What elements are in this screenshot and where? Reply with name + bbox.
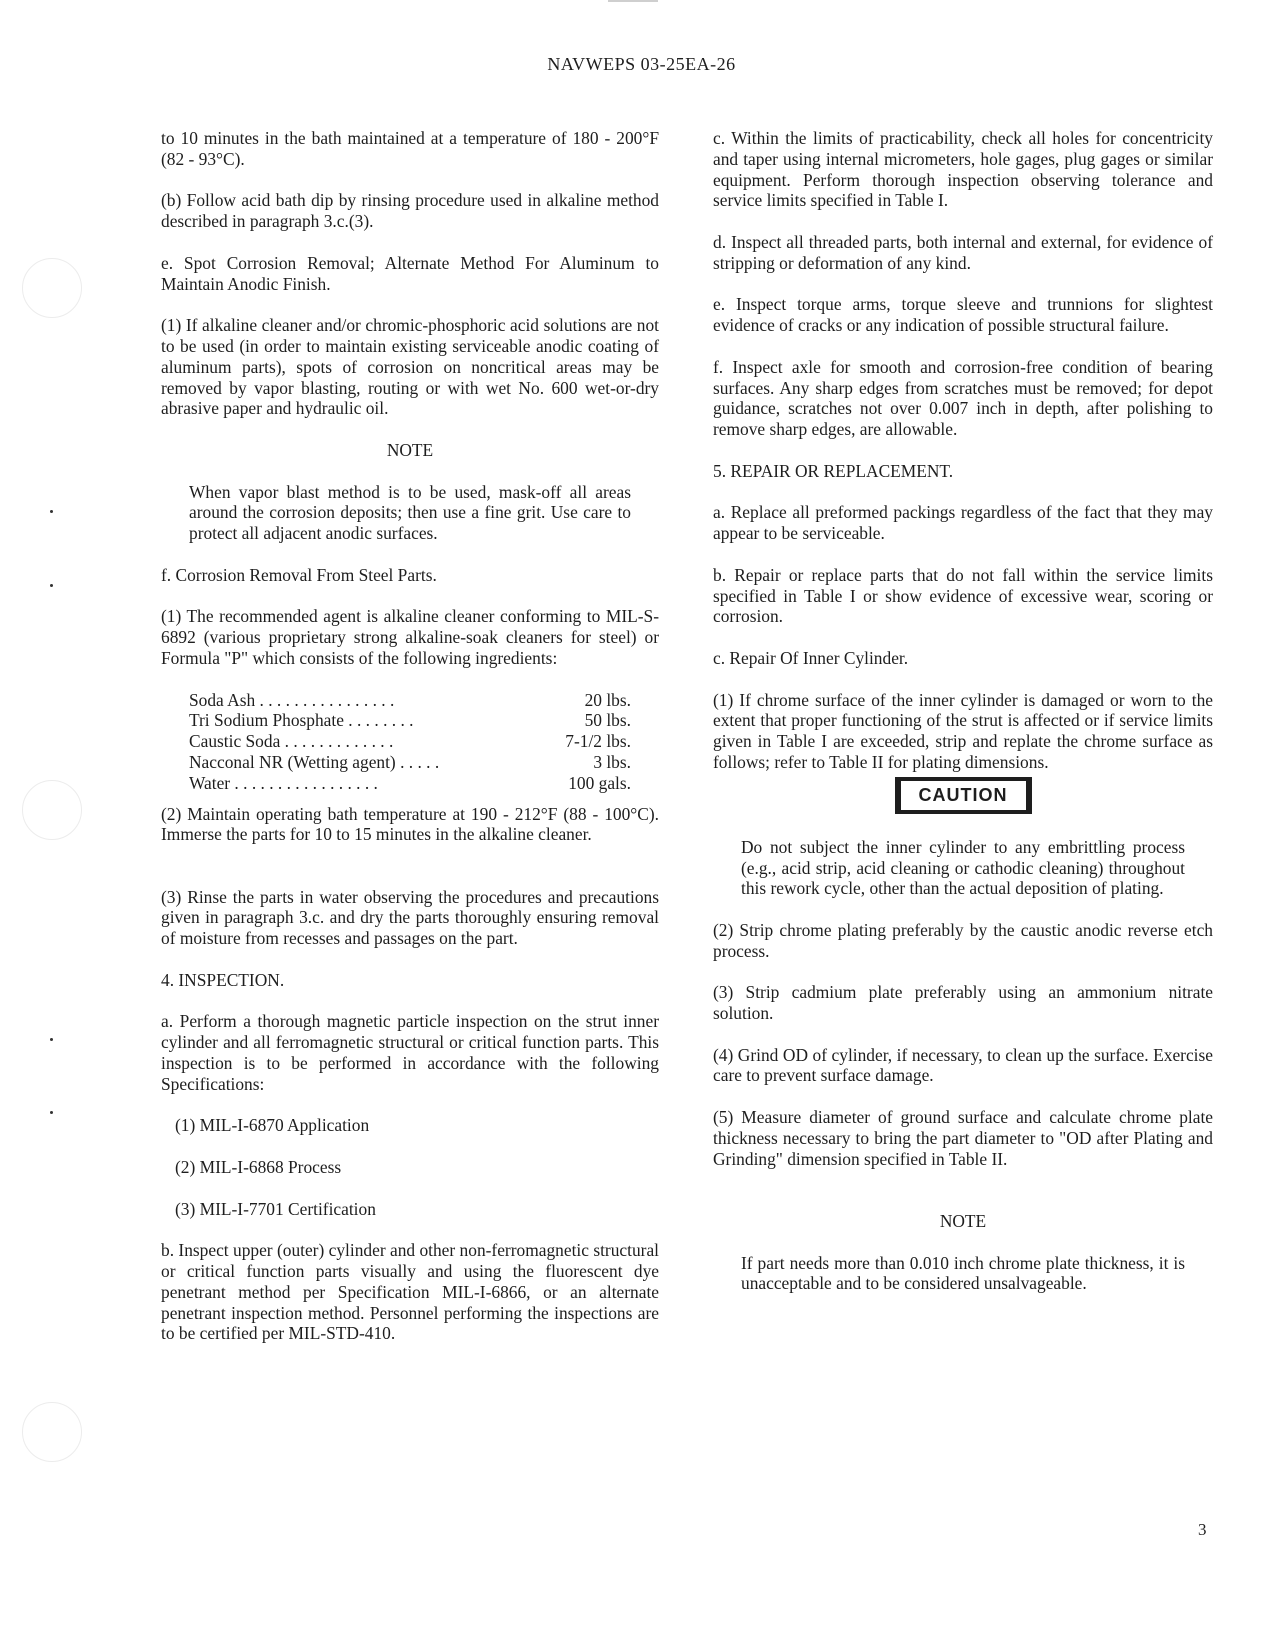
paragraph: to 10 minutes in the bath maintained at a temperature of 180 - 200°F (82 - 93°C). xyxy=(161,128,659,169)
ingredient-amount: 7-1/2 lbs. xyxy=(565,731,631,752)
paragraph: (1) If chrome surface of the inner cylinder is damaged or worn to the extent that proper functioning of the strut is affected or if service limits given in Table I are exceeded, strip and replate the chrome surface as follows; refer to Table II for plating dimensions. xyxy=(713,689,1213,772)
table-row xyxy=(189,773,631,794)
spec-item: (1) MIL-I-6870 Application xyxy=(175,1115,370,1136)
paragraph: e. Inspect torque arms, torque sleeve and trunnions for slightest evidence of cracks or any indication of possible structural failure. xyxy=(713,294,1213,336)
paragraph: b. Inspect upper (outer) cylinder and other non-ferromagnetic structural or critical function parts visually and using the fluorescent dye penetrant method per Specification MIL-I-6866, or an alternate penetrant inspection method. Personnel performing the inspections are to be certified per MIL-STD-410. xyxy=(161,1240,659,1344)
ingredient-name: Tri Sodium Phosphate . . . . . . . . xyxy=(189,710,414,731)
note-text: When vapor blast method is to be used, mask-off all areas around the corrosion deposits; then use a fine grit. Use care to protect all adjacent anodic surfaces. xyxy=(189,481,631,544)
paragraph: (4) Grind OD of cylinder, if necessary, to clean up the surface. Exercise care to prevent surface damage. xyxy=(713,1044,1213,1086)
table-row xyxy=(189,731,631,752)
punch-hole-middle xyxy=(22,780,82,840)
ingredient-amount: 100 gals. xyxy=(568,772,631,793)
page-number: 3 xyxy=(1198,1520,1207,1539)
page-header: NAVWEPS 03-25EA-26 xyxy=(547,54,736,74)
caution-text: Do not subject the inner cylinder to any embrittling process (e.g., acid strip, acid cleaning or cathodic cleaning) throughout this rework cycle, other than the actual deposition of plating. xyxy=(741,836,1185,899)
caution-badge-wrap xyxy=(713,777,1213,829)
scan-dot xyxy=(50,1038,53,1041)
ingredient-name: Soda Ash . . . . . . . . . . . . . . . . xyxy=(189,689,395,710)
paragraph: a. Perform a thorough magnetic particle inspection on the strut inner cylinder and all ferromagnetic structural or critical function parts. This inspection is to be performed in accordance with the following Specifications: xyxy=(161,1011,659,1094)
paragraph: (1) The recommended agent is alkaline cleaner conforming to MIL-S-6892 (various proprietary strong alkaline-soak cleaners for steel) or Formula "P" which consists of the following ingredients: xyxy=(161,606,659,668)
ingredient-name: Nacconal NR (Wetting agent) . . . . . xyxy=(189,751,440,772)
punch-hole-bottom xyxy=(22,1402,82,1462)
paragraph: (1) If alkaline cleaner and/or chromic-phosphoric acid solutions are not to be used (in order to maintain existing serviceable anodic coating of aluminum parts), spots of corrosion on noncritical areas may be removed by vapor blasting, routing or with wet No. 600 wet-or-dry abrasive paper and hydraulic oil. xyxy=(161,315,659,419)
scan-dot xyxy=(50,584,53,587)
ingredient-name: Water . . . . . . . . . . . . . . . . . xyxy=(189,772,378,793)
ingredient-amount: 20 lbs. xyxy=(584,689,631,710)
note-text: If part needs more than 0.010 inch chrome plate thickness, it is unacceptable and to be considered unsalvageable. xyxy=(741,1252,1185,1294)
paragraph: (3) Rinse the parts in water observing the procedures and precautions given in paragraph 3.c. and dry the parts thoroughly ensuring removal of moisture from recesses and passages on the part. xyxy=(161,886,659,949)
paragraph: (5) Measure diameter of ground surface and calculate chrome plate thickness necessary to bring the part diameter to "OD after Plating and Grinding" dimension specified in Table II. xyxy=(713,1107,1213,1169)
ingredient-amount: 3 lbs. xyxy=(593,751,631,772)
section-heading: f. Corrosion Removal From Steel Parts. xyxy=(161,564,437,585)
note-heading: NOTE xyxy=(939,1211,987,1232)
table-row xyxy=(189,710,631,731)
caution-badge: CAUTION xyxy=(895,777,1032,814)
paragraph: b. Repair or replace parts that do not fall within the service limits specified in Table I or show evidence of excessive wear, scoring or corrosion. xyxy=(713,564,1213,627)
note-heading: NOTE xyxy=(386,439,434,460)
paragraph: c. Within the limits of practicability, check all holes for concentricity and taper using internal micrometers, hole gages, plug gages or similar equipment. Perform thorough inspection observing tolerance and service limits specified in Table I. xyxy=(713,128,1213,211)
paragraph: (2) Maintain operating bath temperature at 190 - 212°F (88 - 100°C). Immerse the parts for 10 to 15 minutes in the alkaline cleaner. xyxy=(161,803,659,845)
paragraph: (b) Follow acid bath dip by rinsing procedure used in alkaline method described in paragraph 3.c.(3). xyxy=(161,190,659,232)
table-row xyxy=(189,752,631,773)
table-row xyxy=(189,690,631,711)
ingredients-table xyxy=(189,690,631,794)
paragraph: a. Replace all preformed packings regardless of the fact that they may appear to be serviceable. xyxy=(713,502,1213,544)
ingredient-name: Caustic Soda . . . . . . . . . . . . . xyxy=(189,731,394,752)
section-heading: 5. REPAIR OR REPLACEMENT. xyxy=(713,460,954,481)
scan-dot xyxy=(50,510,53,513)
spec-item: (2) MIL-I-6868 Process xyxy=(175,1157,342,1178)
section-heading: e. Spot Corrosion Removal; Alternate Method For Aluminum to Maintain Anodic Finish. xyxy=(161,252,659,294)
punch-hole-top xyxy=(22,258,82,318)
section-heading: 4. INSPECTION. xyxy=(161,969,285,990)
spec-item: (3) MIL-I-7701 Certification xyxy=(175,1198,376,1219)
right-column xyxy=(713,128,1213,1294)
section-heading: c. Repair Of Inner Cylinder. xyxy=(713,647,909,668)
paragraph: d. Inspect all threaded parts, both internal and external, for evidence of stripping or deformation of any kind. xyxy=(713,231,1213,273)
paragraph: (3) Strip cadmium plate preferably using an ammonium nitrate solution. xyxy=(713,982,1213,1024)
left-column xyxy=(161,128,659,1344)
scan-mark xyxy=(608,0,658,2)
ingredient-amount: 50 lbs. xyxy=(584,710,631,731)
scan-dot xyxy=(50,1111,53,1114)
paragraph: (2) Strip chrome plating preferably by the caustic anodic reverse etch process. xyxy=(713,919,1213,961)
paragraph: f. Inspect axle for smooth and corrosion-free condition of bearing surfaces. Any sharp edges from scratches must be removed; for depot guidance, scratches not over 0.007 inch in depth, after polishing to remove sharp edges, are allowable. xyxy=(713,356,1213,440)
